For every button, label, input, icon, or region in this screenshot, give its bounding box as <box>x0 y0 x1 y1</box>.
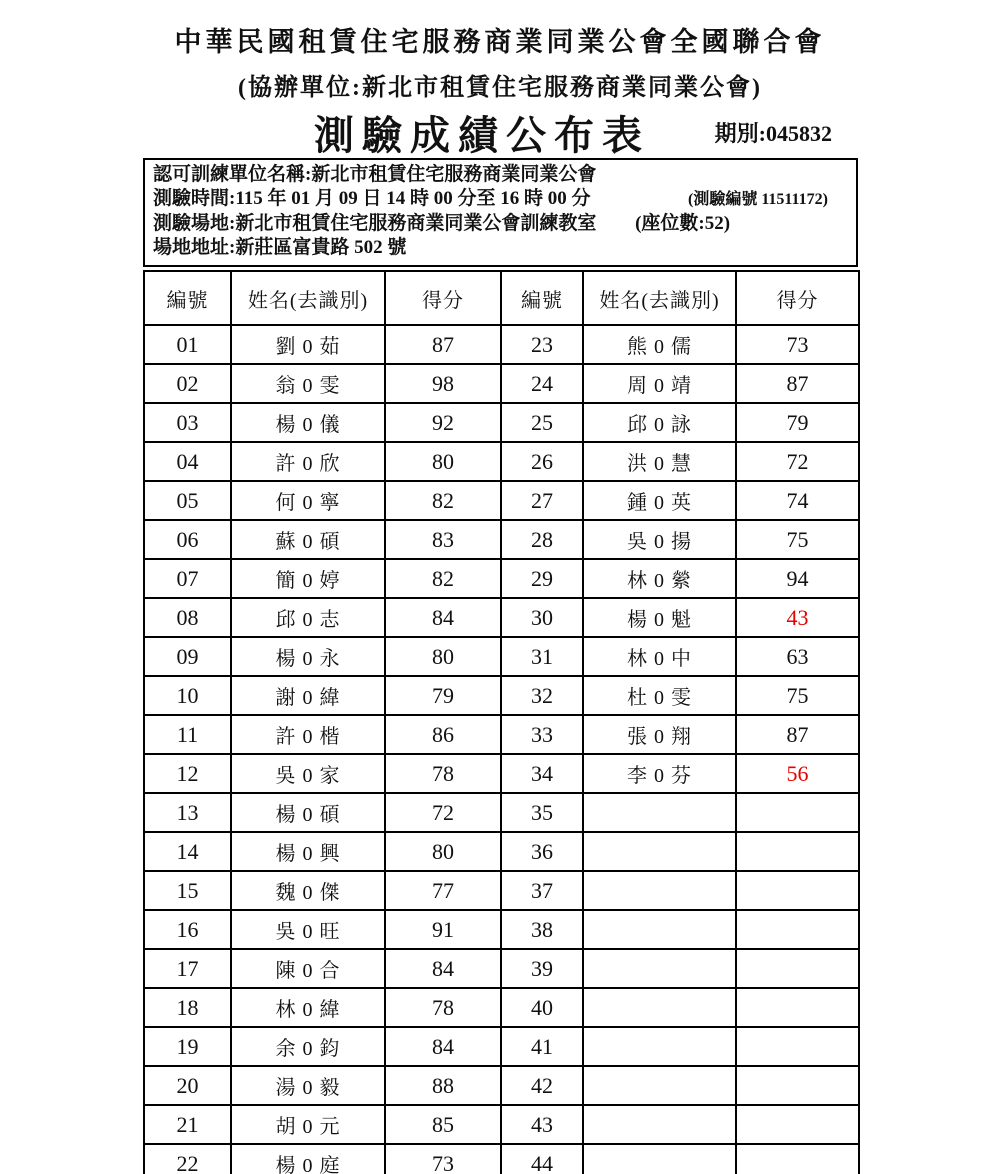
name-cell: 杜 0 雯 <box>583 676 736 715</box>
row-number-cell: 11 <box>144 715 231 754</box>
exam-code-note: (測驗編號 11511172) <box>687 191 828 208</box>
row-number-cell: 40 <box>501 988 583 1027</box>
score-cell <box>736 793 859 832</box>
title-row <box>0 104 1000 158</box>
name-cell: 蘇 0 碩 <box>231 520 385 559</box>
row-number-cell: 03 <box>144 403 231 442</box>
table-row <box>144 832 859 871</box>
name-cell <box>583 1144 736 1174</box>
row-number-cell: 08 <box>144 598 231 637</box>
score-cell: 73 <box>736 325 859 364</box>
row-number-cell: 38 <box>501 910 583 949</box>
score-cell: 79 <box>736 403 859 442</box>
score-cell <box>736 1027 859 1066</box>
row-number-cell: 16 <box>144 910 231 949</box>
co-organizer-line: (協辦單位:新北市租賃住宅服務商業同業公會) <box>238 75 762 101</box>
row-number-cell: 33 <box>501 715 583 754</box>
name-cell <box>583 793 736 832</box>
score-cell: 83 <box>385 520 501 559</box>
name-cell: 邱 0 詠 <box>583 403 736 442</box>
column-header-number: 編號 <box>501 271 583 325</box>
row-number-cell: 14 <box>144 832 231 871</box>
name-cell: 林 0 中 <box>583 637 736 676</box>
table-header-row <box>144 271 859 325</box>
score-cell: 94 <box>736 559 859 598</box>
row-number-cell: 20 <box>144 1066 231 1105</box>
row-number-cell: 22 <box>144 1144 231 1174</box>
table-row <box>144 754 859 793</box>
score-cell: 87 <box>385 325 501 364</box>
row-number-cell: 07 <box>144 559 231 598</box>
name-cell: 余 0 鈞 <box>231 1027 385 1066</box>
name-cell: 許 0 楷 <box>231 715 385 754</box>
exam-venue-text: 測驗場地:新北市租賃住宅服務商業同業公會訓練教室 <box>153 213 597 234</box>
score-cell: 86 <box>385 715 501 754</box>
score-cell: 84 <box>385 949 501 988</box>
exam-time-line <box>153 187 846 212</box>
name-cell: 劉 0 茹 <box>231 325 385 364</box>
score-cell: 91 <box>385 910 501 949</box>
exam-time-text: 測驗時間:115 年 01 月 09 日 14 時 00 分至 16 時 00 分 <box>153 188 591 209</box>
name-cell: 吳 0 揚 <box>583 520 736 559</box>
row-number-cell: 25 <box>501 403 583 442</box>
table-row <box>144 403 859 442</box>
row-number-cell: 35 <box>501 793 583 832</box>
row-number-cell: 37 <box>501 871 583 910</box>
row-number-cell: 34 <box>501 754 583 793</box>
name-cell <box>583 988 736 1027</box>
name-cell: 洪 0 慧 <box>583 442 736 481</box>
name-cell <box>583 1066 736 1105</box>
row-number-cell: 44 <box>501 1144 583 1174</box>
row-number-cell: 41 <box>501 1027 583 1066</box>
name-cell: 林 0 縈 <box>583 559 736 598</box>
column-header-name: 姓名(去識別) <box>231 271 385 325</box>
row-number-cell: 05 <box>144 481 231 520</box>
name-cell <box>583 1027 736 1066</box>
column-header-name: 姓名(去識別) <box>583 271 736 325</box>
row-number-cell: 32 <box>501 676 583 715</box>
score-cell: 80 <box>385 637 501 676</box>
score-cell <box>736 871 859 910</box>
row-number-cell: 42 <box>501 1066 583 1105</box>
score-cell: 56 <box>736 754 859 793</box>
row-number-cell: 09 <box>144 637 231 676</box>
table-row <box>144 715 859 754</box>
row-number-cell: 12 <box>144 754 231 793</box>
row-number-cell: 01 <box>144 325 231 364</box>
name-cell: 楊 0 碩 <box>231 793 385 832</box>
score-cell: 80 <box>385 442 501 481</box>
name-cell: 林 0 緯 <box>231 988 385 1027</box>
row-number-cell: 04 <box>144 442 231 481</box>
score-cell: 98 <box>385 364 501 403</box>
name-cell: 楊 0 永 <box>231 637 385 676</box>
score-cell: 75 <box>736 520 859 559</box>
score-cell: 82 <box>385 559 501 598</box>
score-cell: 77 <box>385 871 501 910</box>
name-cell: 鍾 0 英 <box>583 481 736 520</box>
name-cell: 周 0 靖 <box>583 364 736 403</box>
score-cell <box>736 1105 859 1144</box>
name-cell <box>583 949 736 988</box>
row-number-cell: 19 <box>144 1027 231 1066</box>
row-number-cell: 31 <box>501 637 583 676</box>
name-cell: 簡 0 婷 <box>231 559 385 598</box>
score-cell: 73 <box>385 1144 501 1174</box>
row-number-cell: 23 <box>501 325 583 364</box>
row-number-cell: 43 <box>501 1105 583 1144</box>
seat-count-note: (座位數:52) <box>635 213 731 234</box>
score-cell: 88 <box>385 1066 501 1105</box>
name-cell: 張 0 翔 <box>583 715 736 754</box>
page-header <box>0 0 1000 158</box>
score-table <box>143 270 860 1174</box>
name-cell: 胡 0 元 <box>231 1105 385 1144</box>
name-cell: 楊 0 庭 <box>231 1144 385 1174</box>
table-row <box>144 1027 859 1066</box>
score-cell: 63 <box>736 637 859 676</box>
row-number-cell: 13 <box>144 793 231 832</box>
table-row <box>144 637 859 676</box>
row-number-cell: 21 <box>144 1105 231 1144</box>
name-cell <box>583 910 736 949</box>
name-cell: 李 0 芬 <box>583 754 736 793</box>
name-cell: 湯 0 毅 <box>231 1066 385 1105</box>
row-number-cell: 18 <box>144 988 231 1027</box>
table-row <box>144 559 859 598</box>
name-cell: 許 0 欣 <box>231 442 385 481</box>
name-cell: 陳 0 合 <box>231 949 385 988</box>
name-cell: 吳 0 旺 <box>231 910 385 949</box>
row-number-cell: 36 <box>501 832 583 871</box>
name-cell <box>583 1105 736 1144</box>
row-number-cell: 27 <box>501 481 583 520</box>
score-cell: 43 <box>736 598 859 637</box>
exam-info-box <box>143 158 858 267</box>
table-row <box>144 910 859 949</box>
table-row <box>144 1066 859 1105</box>
row-number-cell: 30 <box>501 598 583 637</box>
row-number-cell: 26 <box>501 442 583 481</box>
row-number-cell: 17 <box>144 949 231 988</box>
table-row <box>144 871 859 910</box>
score-cell: 84 <box>385 1027 501 1066</box>
session-number: 期別:045832 <box>714 121 832 146</box>
score-cell: 79 <box>385 676 501 715</box>
column-header-number: 編號 <box>144 271 231 325</box>
name-cell: 謝 0 緯 <box>231 676 385 715</box>
table-row <box>144 364 859 403</box>
name-cell: 楊 0 魁 <box>583 598 736 637</box>
table-row <box>144 988 859 1027</box>
table-row <box>144 481 859 520</box>
score-cell <box>736 949 859 988</box>
name-cell: 邱 0 志 <box>231 598 385 637</box>
document-title: 測驗成績公布表 <box>314 113 650 158</box>
name-cell: 翁 0 雯 <box>231 364 385 403</box>
row-number-cell: 39 <box>501 949 583 988</box>
score-cell: 78 <box>385 754 501 793</box>
venue-address-line: 場地地址:新莊區富貴路 502 號 <box>153 237 407 258</box>
row-number-cell: 24 <box>501 364 583 403</box>
name-cell: 熊 0 儒 <box>583 325 736 364</box>
table-row <box>144 598 859 637</box>
table-row <box>144 1105 859 1144</box>
column-header-score: 得分 <box>736 271 859 325</box>
column-header-score: 得分 <box>385 271 501 325</box>
training-unit-line: 認可訓練單位名稱:新北市租賃住宅服務商業同業公會 <box>153 164 597 185</box>
row-number-cell: 06 <box>144 520 231 559</box>
name-cell <box>583 832 736 871</box>
table-row <box>144 442 859 481</box>
score-cell: 74 <box>736 481 859 520</box>
table-row <box>144 325 859 364</box>
score-cell: 82 <box>385 481 501 520</box>
row-number-cell: 29 <box>501 559 583 598</box>
name-cell: 魏 0 傑 <box>231 871 385 910</box>
score-cell <box>736 910 859 949</box>
exam-venue-line <box>153 212 846 236</box>
name-cell: 楊 0 興 <box>231 832 385 871</box>
score-cell <box>736 988 859 1027</box>
score-cell <box>736 1144 859 1174</box>
name-cell: 何 0 寧 <box>231 481 385 520</box>
score-cell: 85 <box>385 1105 501 1144</box>
name-cell <box>583 871 736 910</box>
score-cell: 78 <box>385 988 501 1027</box>
score-cell: 80 <box>385 832 501 871</box>
name-cell: 吳 0 家 <box>231 754 385 793</box>
table-row <box>144 793 859 832</box>
score-cell <box>736 832 859 871</box>
row-number-cell: 15 <box>144 871 231 910</box>
name-cell: 楊 0 儀 <box>231 403 385 442</box>
table-row <box>144 676 859 715</box>
table-row <box>144 1144 859 1174</box>
score-cell: 84 <box>385 598 501 637</box>
score-cell <box>736 1066 859 1105</box>
table-row <box>144 520 859 559</box>
score-cell: 87 <box>736 364 859 403</box>
score-cell: 87 <box>736 715 859 754</box>
score-cell: 72 <box>385 793 501 832</box>
table-row <box>144 949 859 988</box>
score-cell: 72 <box>736 442 859 481</box>
score-cell: 75 <box>736 676 859 715</box>
organization-title: 中華民國租賃住宅服務商業同業公會全國聯合會 <box>174 27 826 57</box>
row-number-cell: 10 <box>144 676 231 715</box>
row-number-cell: 02 <box>144 364 231 403</box>
score-cell: 92 <box>385 403 501 442</box>
row-number-cell: 28 <box>501 520 583 559</box>
